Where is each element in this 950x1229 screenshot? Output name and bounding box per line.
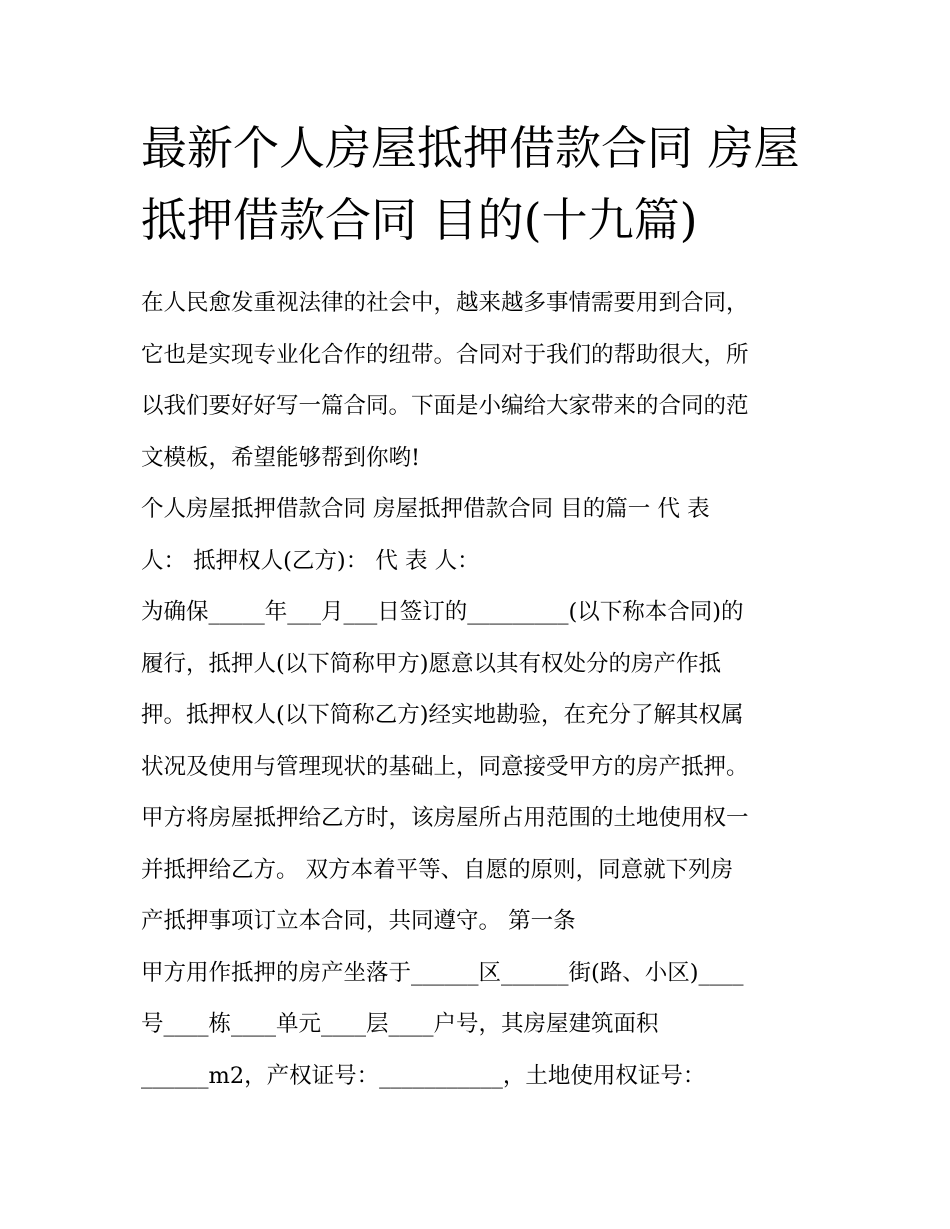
body-line: 人： 抵押权人(乙方)： 代 表 人：: [141, 547, 480, 574]
body-line: 甲方将房屋抵押给乙方时，该房屋所占用范围的土地使用权一: [141, 805, 749, 831]
body-line: 为确保_____年___月___日签订的_________(以下称本合同)的: [141, 599, 744, 625]
body-line: 文模板，希望能够帮到你哟!: [141, 444, 421, 471]
body-line: 押。抵押权人(以下简称乙方)经实地勘验，在充分了解其权属: [141, 702, 744, 728]
body-line: 履行，抵押人(以下简称甲方)愿意以其有权处分的房产作抵: [141, 650, 722, 677]
body-line: 以我们要好好写一篇合同。下面是小编给大家带来的合同的范: [141, 393, 749, 419]
body-line: 并抵押给乙方。 双方本着平等、自愿的原则，同意就下列房: [141, 856, 734, 883]
body-line: 产抵押事项订立本合同，共同遵守。 第一条: [141, 908, 576, 934]
body-line: 状况及使用与管理现状的基础上，同意接受甲方的房产抵押。: [141, 753, 749, 780]
body-line: 号____栋____单元____层____户号，其房屋建筑面积: [141, 1011, 659, 1037]
document-title: 最新个人房屋抵押借款合同 房屋抵押借款合同 目的(十九篇): [141, 121, 800, 247]
body-line: 在人民愈发重视法律的社会中，越来越多事情需要用到合同，: [141, 290, 749, 316]
body-line: 它也是实现专业化合作的纽带。合同对于我们的帮助很大，所: [141, 341, 749, 368]
document-body: [141, 278, 821, 1102]
body-line: ______m2，产权证号：___________，土地使用权证号：: [141, 1062, 706, 1089]
body-line: 个人房屋抵押借款合同 房屋抵押借款合同 目的篇一 代 表: [141, 496, 710, 522]
body-line: 甲方用作抵押的房产坐落于______区______街(路、小区)____: [141, 959, 744, 986]
